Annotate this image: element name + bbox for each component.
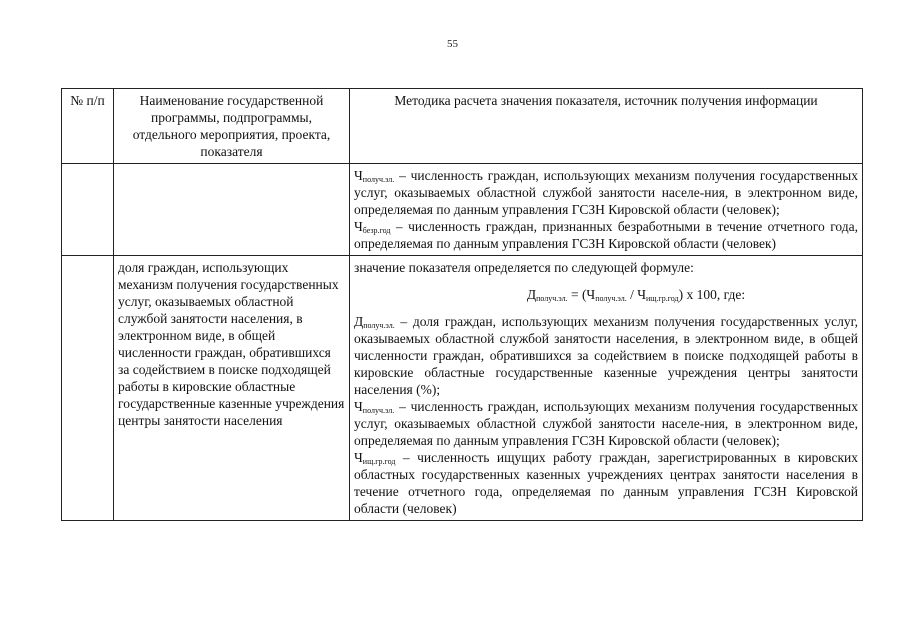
formula: [354, 286, 858, 303]
definition-paragraph: [354, 167, 858, 218]
header-number: № п/п: [62, 89, 114, 164]
table-row: [62, 164, 863, 256]
indicator-table: [61, 88, 863, 521]
symbol: Ч: [354, 450, 363, 465]
definition-text: – доля граждан, использующих механизм получения государственных услуг, оказываемых областной службой занятости населения, в электронном виде, в общей численности граждан, обратившихся за содействием в поиске подходящей работы в кировские областные государственные казенные учреждения центры занятости населения (%);: [354, 314, 858, 397]
cell-method: [350, 164, 863, 256]
definition-paragraph: [354, 218, 858, 252]
definition-paragraph: [354, 313, 858, 398]
page-number: 55: [447, 38, 458, 50]
formula-part: Д: [526, 287, 537, 302]
symbol: Ч: [354, 168, 363, 183]
definition-text: – численность граждан, признанных безработными в течение отчетного года, определяемая по данным управления ГСЗН Кировской области (человек): [354, 219, 858, 251]
cell-number: [62, 256, 114, 521]
cell-name: [114, 164, 350, 256]
symbol: Ч: [354, 219, 363, 234]
table-header-row: [62, 89, 863, 164]
table-row: [62, 256, 863, 521]
formula-part: = (Ч: [567, 287, 596, 302]
definition-text: – численность граждан, использующих механизм получения государственных услуг, оказываемых областной службой занятости населе-ния, в электронном виде, определяемая по данным управления ГСЗН Кировской области (человек);: [354, 399, 858, 448]
formula-subscript: получ.эл.: [595, 294, 627, 303]
header-name: Наименование государственной программы, подпрограммы, отдельного мероприятия, проекта, показателя: [114, 89, 350, 164]
formula-subscript: получ.эл.: [536, 294, 568, 303]
definition-text: – численность ищущих работу граждан, зарегистрированных в кировских областных государственных казенных учреждениях центрах занятости населения в течение отчетного года, определяемая по данным управления ГСЗН Кировской области (человек): [354, 450, 858, 516]
symbol-subscript: получ.эл.: [362, 406, 395, 415]
symbol: Д: [354, 314, 364, 329]
cell-method: [350, 256, 863, 521]
cell-number: [62, 164, 114, 256]
definition-paragraph: [354, 449, 858, 517]
definition-paragraph: [354, 398, 858, 449]
cell-name: доля граждан, использующих механизм получения государственных услуг, оказываемых областной службой занятости населения, в электронном виде, в общей численности граждан, обратившихся за содействием в поиске подходящей работы в кировские областные государственные казенные учреждения центры занятости населения: [114, 256, 350, 521]
symbol-subscript: получ.эл.: [362, 175, 395, 184]
formula-subscript: ищ.гр.год: [645, 294, 679, 303]
symbol: Ч: [354, 399, 363, 414]
symbol-subscript: получ.эл.: [363, 321, 395, 330]
definition-text: – численность граждан, использующих механизм получения государственных услуг, оказываемых областной службой занятости населе-ния, в электронном виде, определяемая по данным управления ГСЗН Кировской области (человек);: [354, 168, 858, 217]
symbol-subscript: ищ.гр.год: [362, 457, 396, 466]
formula-intro: значение показателя определяется по следующей формуле:: [354, 260, 694, 275]
formula-part: / Ч: [626, 287, 646, 302]
formula-part: ) х 100, где:: [678, 287, 746, 302]
symbol-subscript: безр.год: [362, 226, 391, 235]
header-method: Методика расчета значения показателя, источник получения информации: [350, 89, 863, 164]
